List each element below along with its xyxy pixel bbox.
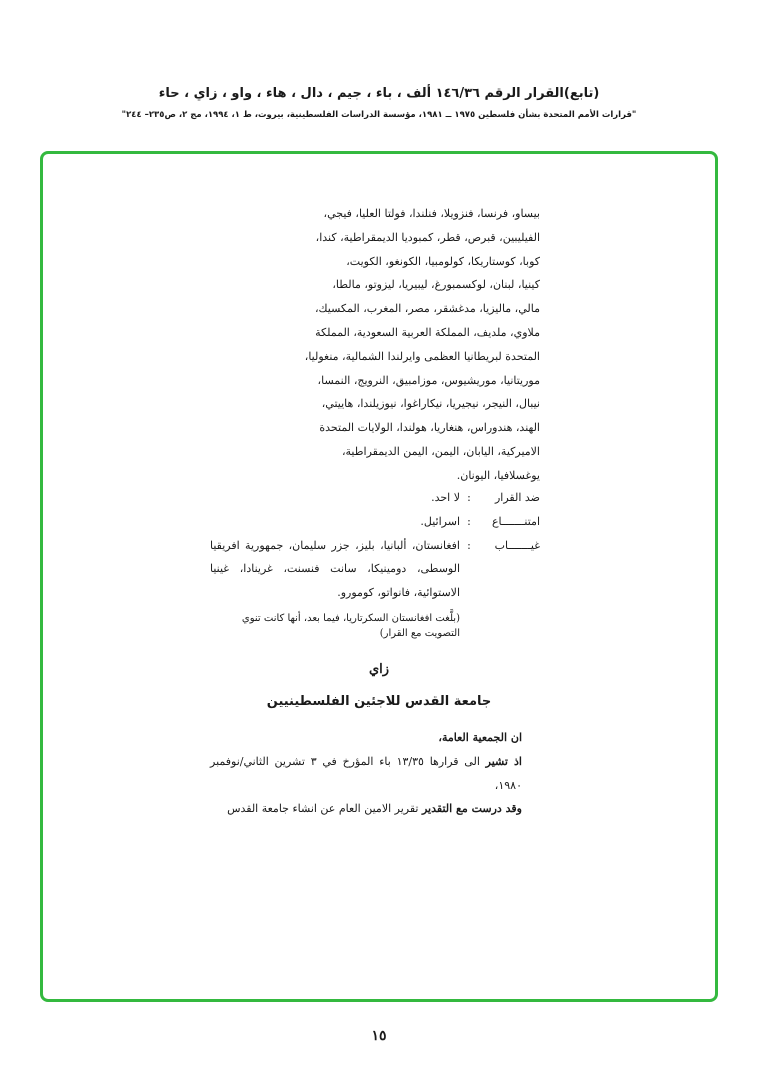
list-line: موريتانيا، موريشيوس، موزامبيق، النرويج، النمسا،: [317, 373, 540, 387]
assembly-heading: ان الجمعية العامة،: [438, 731, 522, 744]
preamble-paragraph-2: [210, 797, 522, 821]
list-line: المتحدة لبريطانيا العظمى وايرلندا الشمالية، منغوليا،: [304, 349, 540, 363]
absent-note: (بلَّغت افغانستان السكرتاريا، فيما بعد، أنها كانت تنوي التصويت مع القرار): [241, 612, 460, 639]
vote-results: [210, 486, 540, 641]
paragraph-2-lead: وقد درست مع التقدير: [421, 802, 522, 816]
absent-label: غيـــــــاب: [494, 538, 540, 552]
paragraph-1-lead: اذ تشير: [485, 754, 522, 768]
paragraph-1-text: الى قرارها ١٣/٣٥ باء المؤرخ في ٣ تشرين الثاني/نوفمبر ١٩٨٠،: [210, 754, 522, 792]
resolution-body: [210, 726, 522, 821]
section-letter: زاي: [368, 662, 390, 677]
abstain-row: [210, 510, 540, 534]
list-line: الهند، هندوراس، هنغاريا، هولندا، الولايات المتحدة: [319, 421, 540, 435]
list-line: مالي، ماليزيا، مدغشقر، مصر، المغرب، المكسيك،: [314, 302, 540, 316]
page-number: ١٥: [371, 1028, 387, 1044]
absent-value: افغانستان، ألبانيا، بليز، جزر سليمان، جمهورية افريقيا الوسطى، دومينيكا، سانت فنسنت، غرينادا، غينيا الاستوائية، فانواتو، كومورو.: [210, 538, 460, 600]
absent-row: [210, 534, 540, 605]
page-header-title: (تابع)القرار الرقم ١٤٦/٣٦ ألف ، باء ، جيم ، دال ، هاء ، واو ، زاي ، حاء: [158, 86, 600, 101]
list-line: كوبا، كوستاريكا، كولومبيا، الكونغو، الكويت،: [346, 254, 540, 268]
list-line: بيساو، فرنسا، فنزويلا، فنلندا، فولتا العليا، فيجي،: [323, 207, 540, 220]
list-line: نيبال، النيجر، نيجيريا، نيكاراغوا، نيوزيلندا، هاييتي،: [321, 397, 540, 411]
abstain-value: اسرائيل.: [420, 514, 460, 528]
against-row: [210, 486, 540, 510]
paragraph-2-text: تقرير الامين العام عن انشاء جامعة القدس: [227, 802, 419, 816]
absent-separator: :: [467, 538, 471, 552]
page-header-source: "قرارات الأمم المتحدة بشأن فلسطين ١٩٧٥ ــ ١٩٨١، مؤسسة الدراسات الفلسطينية، بيروت، ط ١، ١٩٩٤، مج ٢، ص٢٣٥– ٢٤٤": [121, 110, 637, 120]
against-label: ضد القرار: [494, 491, 540, 504]
list-line: الفيليبين، قبرص، قطر، كمبوديا الديمقراطية، كندا،: [315, 230, 540, 244]
list-line: كينيا، لبنان، لوكسمبورغ، ليبيريا، ليزوتو، مالطا،: [332, 278, 540, 292]
list-line: الاميركية، اليابان، اليمن، اليمن الديمقراطية،: [341, 444, 540, 458]
list-line: يوغسلافيا، اليونان.: [456, 468, 540, 482]
against-separator: :: [467, 491, 471, 504]
against-value: لا احد.: [431, 491, 460, 504]
abstain-label: امتنـــــــاع: [491, 514, 540, 528]
section-title: جامعة القدس للاجئين الفلسطينيين: [266, 694, 492, 709]
preamble-paragraph-1: [210, 750, 522, 798]
list-line: ملاوي، ملديف، المملكة العربية السعودية، المملكة: [315, 325, 540, 339]
abstain-separator: :: [467, 514, 471, 528]
in-favour-list: [210, 202, 540, 488]
